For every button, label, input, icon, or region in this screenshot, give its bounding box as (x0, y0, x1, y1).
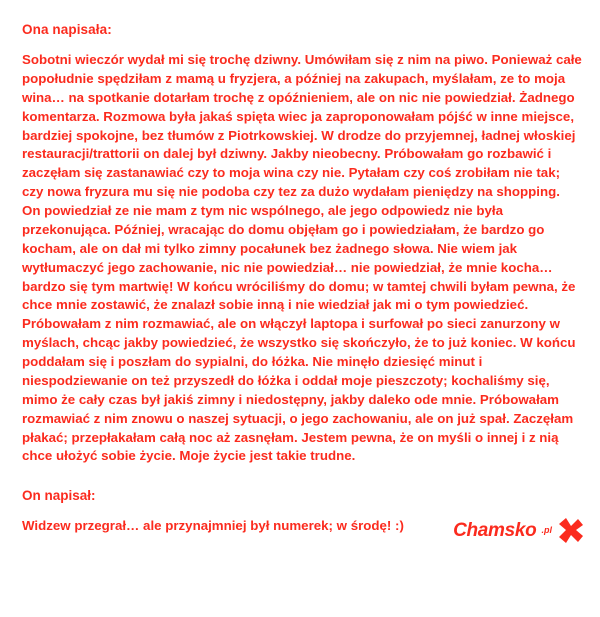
watermark-name: Chamsko (453, 519, 537, 541)
watermark-suffix: .pl (541, 524, 552, 535)
his-post-heading: On napisał: (22, 488, 96, 504)
her-post-text: Sobotni wieczór wydał mi się trochę dziwny. Umówiłam się z nim na piwo. Ponieważ całe popołudnie spędziłam z mamą u fryzjera, a później na zakupach, myślałam, ze to moja wina… na spotkanie dotarłam trochę z opóźnieniem, ale on nic nie powiedział. Żadnego komentarza. Rozmowa była jakaś spięta wiec ja zaproponowałam pójść w inne miejsce, bardziej spokojne, bez tłumów z Piotrkowskiej. W drodze do przyjemnej, ładnej włoskiej restauracji/trattorii on dalej był dziwny. Jakby nieobecny. Próbowałam go rozbawić i zaczęłam się zastanawiać czy to moja wina czy nie. Pytałam czy coś zrobiłam nie tak; czy nowa fryzura mu się nie podoba czy tez za dużo wydałam pieniędzy na shopping. On powiedział ze nie mam z tym nic wspólnego, ale jego odpowiedz nie była przekonująca. Później, wracając do domu objęłam go i powiedziałam, że bardzo go kocham, ale on dał mi tylko zimny pocałunek bez żadnego słowa. Nie wiem jak wytłumaczyć jego zachowanie, nic nie powiedział… nie powiedział, że mnie kocha… bardzo się tym martwię! W końcu wróciliśmy do domu; w tamtej chwili byłam pewna, że chce mnie zostawić, że znalazł sobie inną i nie wiedział jak mi o tym powiedzieć. Próbowałam z nim rozmawiać, ale on włączył laptopa i surfował po sieci zanurzony w myślach, chcąc jakby powiedzieć, że wszystko się skończyło, że to już koniec. W końcu poddałam się i poszłam do sypialni, do łóżka. Nie minęło dziesięć minut i niespodziewanie on też przyszedł do łóżka i oddał moje pieszczoty; kochaliśmy się, mimo że cały czas był jakiś zimny i niedostępny, jakby daleko ode mnie. Próbowałam rozmawiać z nim znowu o naszej sytuacji, o jego zachowaniu, ale on już spał. Zaczęłam płakać; przepłakałam całą noc aż zasnęłam. Jestem pewna, że on myśli o innej i z nią chce ułożyć sobie życie. Moje życie jest takie trudne. (22, 52, 582, 464)
her-post-heading: Ona napisała: (22, 22, 112, 37)
chamsko-logo-icon (556, 515, 586, 545)
his-post-text: Widzew przegrał… ale przynajmniej był numerek; w środę! :) (22, 518, 404, 534)
site-watermark (453, 515, 586, 545)
